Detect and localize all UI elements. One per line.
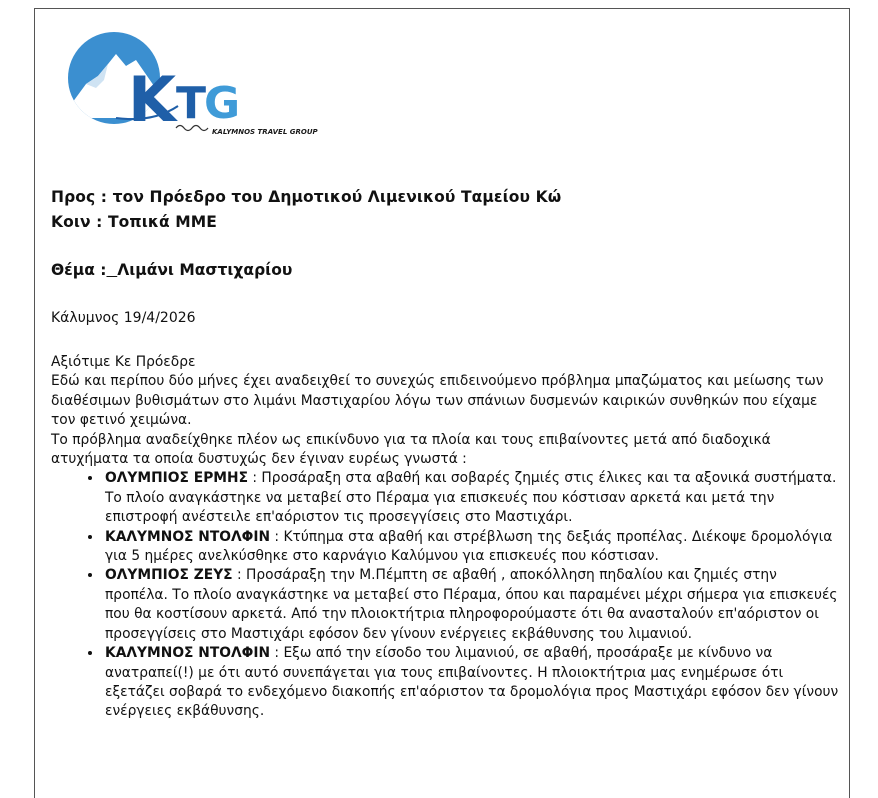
logo-initials-t: T	[176, 78, 207, 129]
letter-body	[51, 353, 841, 722]
paragraph-2: Το πρόβλημα αναδείχθηκε πλέον ως επικίνδυνο για τα πλοία και τους επιβαίνοντες μετά από διαδοχικά ατυχήματα τα οποία δυστυχώς δεν έγιναν ευρέως γνωστά :	[51, 431, 771, 468]
cc-value: Τοπικά ΜΜΕ	[107, 213, 217, 231]
incident-text: : Εξω από την είσοδο του λιμανιού, σε αβαθή, προσάραξε με κίνδυνο να ανατραπεί(!) με ότι αυτό συνεπάγεται για τους επιβαίνοντες. Η πλοιοκτήτρια μας ενημέρωσε ότι εξετάζει σοβαρά το ενδεχόμενο διακοπής επ'αόριστον τα δρομολόγια προς Μαστιχάρι εφόσον δεν γίνουν ενέργειες εκβάθυνσης.	[105, 645, 839, 720]
paragraph-1: Εδώ και περίπου δύο μήνες έχει αναδειχθεί το συνεχώς επιδεινούμενο πρόβλημα μπαζώματος και μείωσης των διαθέσιμων βυθισμάτων στο λιμάνι Μαστιχαρίου λόγω των σπάνιων δυσμενών καιρικών συνθηκών που είχαμε τον φετινό χειμώνα.	[51, 373, 824, 429]
logo-initials-k: K	[128, 63, 177, 136]
to-value: τον Πρόεδρο του Δημοτικού Λιμενικού Ταμείου Κώ	[112, 188, 562, 206]
subject-label: Θέμα :	[51, 261, 107, 279]
logo-initials-g: G	[204, 78, 241, 129]
logo-subtitle: KALYMNOS TRAVEL GROUP	[212, 128, 318, 136]
list-item	[103, 469, 841, 527]
ship-name: ΟΛΥΜΠΙΟΣ ΖΕΥΣ	[105, 567, 233, 584]
incident-text: : Προσάραξη την Μ.Πέμπτη σε αβαθή , αποκόλληση πηδαλίου και ζημιές στην προπέλα. Το πλοίο αναγκάστηκε να μεταβεί στο Πέραμα, όπου και παραμένει μέχρι σήμερα για επισκευές που θα κοστίσουν αρκετά. Από την πλοιοκτήτρια πληροφορούμαστε ότι θα ανασταλούν επ'αόριστον οι προσεγγίσεις στο Μαστιχάρι εφόσον δεν γίνουν ενέργειες εκβάθυνσης του λιμανιού.	[105, 567, 838, 642]
to-line	[51, 188, 561, 206]
ktg-logo	[56, 26, 326, 144]
ship-name: ΟΛΥΜΠΙΟΣ ΕΡΜΗΣ	[105, 470, 249, 487]
list-item	[103, 566, 841, 644]
cc-line	[51, 213, 217, 231]
subject-line	[51, 261, 292, 279]
incident-list	[51, 469, 841, 721]
incident-text: : Προσάραξη στα αβαθή και σοβαρές ζημιές στις έλικες και τα αξονικά συστήματα. Το πλοίο αναγκάστηκε να μεταβεί στο Πέραμα για επισκευές που κόστισαν αρκετά και μετά την επιστροφή ανέστειλε επ'αόριστον τις προσεγγίσεις στο Μαστιχάρι.	[105, 470, 837, 526]
cc-label: Κοιν :	[51, 213, 103, 231]
salutation: Αξιότιμε Κε Πρόεδρε	[51, 354, 196, 370]
list-item	[103, 528, 841, 567]
to-label: Προς :	[51, 188, 108, 206]
ship-name: ΚΑΛΥΜΝΟΣ ΝΤΟΛΦΙΝ	[105, 645, 271, 662]
subject-value: Λιμάνι Μαστιχαρίου	[117, 261, 293, 279]
list-item	[103, 644, 841, 722]
letter-date: Κάλυμνος 19/4/2026	[51, 310, 196, 326]
ship-name: ΚΑΛΥΜΝΟΣ ΝΤΟΛΦΙΝ	[105, 528, 271, 545]
incident-text: : Κτύπημα στα αβαθή και στρέβλωση της δεξιάς προπέλας. Διέκοψε δρομολόγια για 5 ημέρες ανελκύσθηκε στο καρνάγιο Καλύμνου για επισκευές που κόστισαν.	[105, 528, 833, 565]
